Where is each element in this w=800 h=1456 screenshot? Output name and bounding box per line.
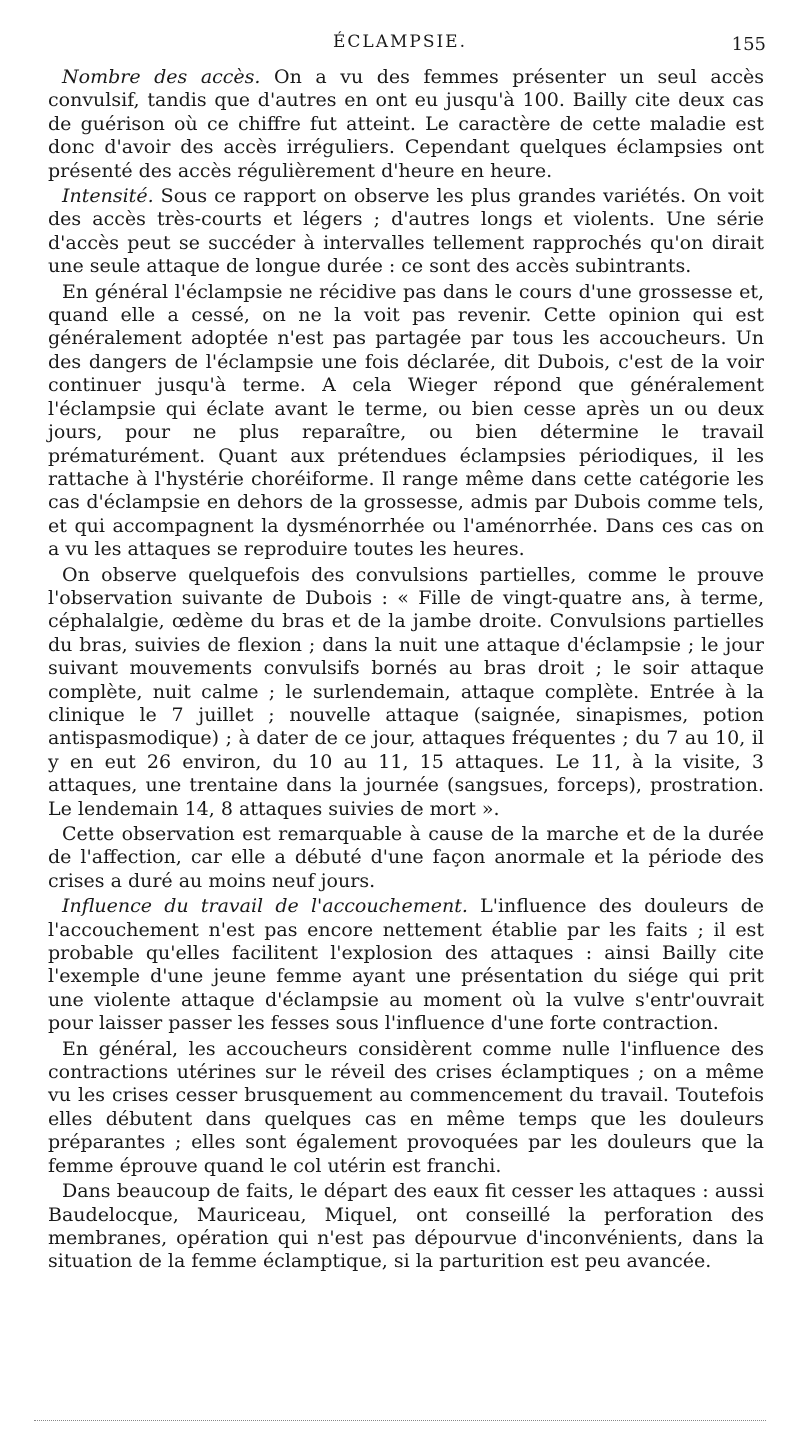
paragraph-text: En général l'éclampsie ne récidive pas dans le cours d'une grossesse et, quand elle a cessé, on ne la voit pas revenir. Cette opinion qui est généralement adoptée n'est pas partagée par tous les accoucheurs. Un des dangers de l'éclampsie une fois déclarée, dit Dubois, c'est de la voir continuer jusqu'à terme. A cela Wieger répond que généralement l'éclampsie qui éclate avant le terme, ou bien cesse après un ou deux jours, pour ne plus reparaître, ou bien détermine le travail prématurément. Quant aux prétendues éclampsies périodiques, il les rattache à l'hystérie choréiforme. Il range même dans cette catégorie les cas d'éclampsie en dehors de la grossesse, admis par Dubois comme tels, et qui accompagnent la dysménorrhée ou l'aménorrhée. Dans ces cas on a vu les attaques se reproduire toutes les heures. [48, 280, 764, 561]
paragraph-text: Dans beaucoup de faits, le départ des eaux fit cesser les attaques : aussi Baudelocque, Mauriceau, Miquel, ont conseillé la perforation des membranes, opération qui n'est pas dépourvue d'inconvénients, dans la situation de la femme éclamptique, si la parturition est peu avancée. [48, 1180, 764, 1273]
page-number: 155 [731, 34, 766, 55]
paragraph-observation [48, 823, 764, 893]
paragraph-text: On a vu des femmes présenter un seul accès convulsif, tandis que d'autres en ont eu jusqu'à 100. Bailly cite deux cas de guérison où ce chiffre fut atteint. Le caractère de cette maladie est donc d'avoir des accès irréguliers. Cependant quelques éclampsies ont présenté des accès régulièrement d'heure en heure. [48, 66, 765, 182]
paragraph-depart-des-eaux [48, 1180, 764, 1274]
paragraph-contractions-uterines [48, 1038, 764, 1178]
paragraph-lead: Influence du travail de l'accouchement. [62, 895, 468, 918]
page-header [0, 30, 800, 60]
paragraph-text: On observe quelquefois des convulsions partielles, comme le prouve l'observation suivante de Dubois : « Fille de vingt-quatre ans, à terme, céphalalgie, œdème du bras et de la jambe droite. Convulsions partielles du bras, suivies de flexion ; dans la nuit une attaque d'éclampsie ; le jour suivant mouvements convulsifs bornés au bras droit ; le soir attaque complète, nuit calme ; le surlendemain, attaque complète. Entrée à la clinique le 7 juillet ; nouvelle attaque (saignée, sinapismes, potion antispasmodique) ; à dater de ce jour, attaques fréquentes ; du 7 au 10, il y en eut 26 environ, du 10 au 11, 15 attaques. Le 11, à la visite, 3 attaques, une trentaine dans la journée (sangsues, forceps), prostration. Le lendemain 14, 8 attaques suivies de mort ». [48, 563, 764, 820]
paragraph-convulsions-partielles [48, 564, 764, 821]
running-title: ÉCLAMPSIE. [332, 32, 467, 52]
paragraph-text: Cette observation est remarquable à cause de la marche et de la durée de l'affection, car elle a débuté d'une façon anormale et la période des crises a duré au moins neuf jours. [48, 823, 764, 892]
paragraph-text: L'influence des douleurs de l'accouchement n'est pas encore nettement établie par les faits ; il est probable qu'elles facilitent l'explosion des attaques : ainsi Bailly cite l'exemple d'une jeune femme ayant une présentation du siége qui prit une violente attaque d'éclampsie au moment où la vulve s'entr'ouvrait pour laisser passer les fesses sous l'influence d'une forte contraction. [48, 895, 764, 1035]
paragraph-text: En général, les accoucheurs considèrent comme nulle l'influence des contractions utérines sur le réveil des crises éclamptiques ; on a même vu les crises cesser brusquement au commencement du travail. Toutefois elles débutent dans quelques cas en même temps que les douleurs préparantes ; elles sont également provoquées par les douleurs que la femme éprouve quand le col utérin est franchi. [48, 1037, 764, 1177]
body-text [48, 66, 764, 1276]
paragraph-recidive [48, 281, 764, 562]
paragraph-lead: Intensité. [62, 185, 154, 208]
paragraph-lead: Nombre des accès. [62, 66, 261, 88]
footer-dotted-rule [34, 1420, 766, 1421]
paragraph-text: Sous ce rapport on observe les plus grandes variétés. On voit des accès très-courts et légers ; d'autres longs et violents. Une série d'accès peut se succéder à intervalles tellement rapprochés qu'on dirait une seule attaque de longue durée : ce sont des accès subintrants. [48, 185, 764, 278]
paragraph-influence-du-travail [48, 895, 764, 1035]
paragraph-intensite [48, 185, 764, 279]
paragraph-nombre-des-acces [48, 66, 764, 183]
